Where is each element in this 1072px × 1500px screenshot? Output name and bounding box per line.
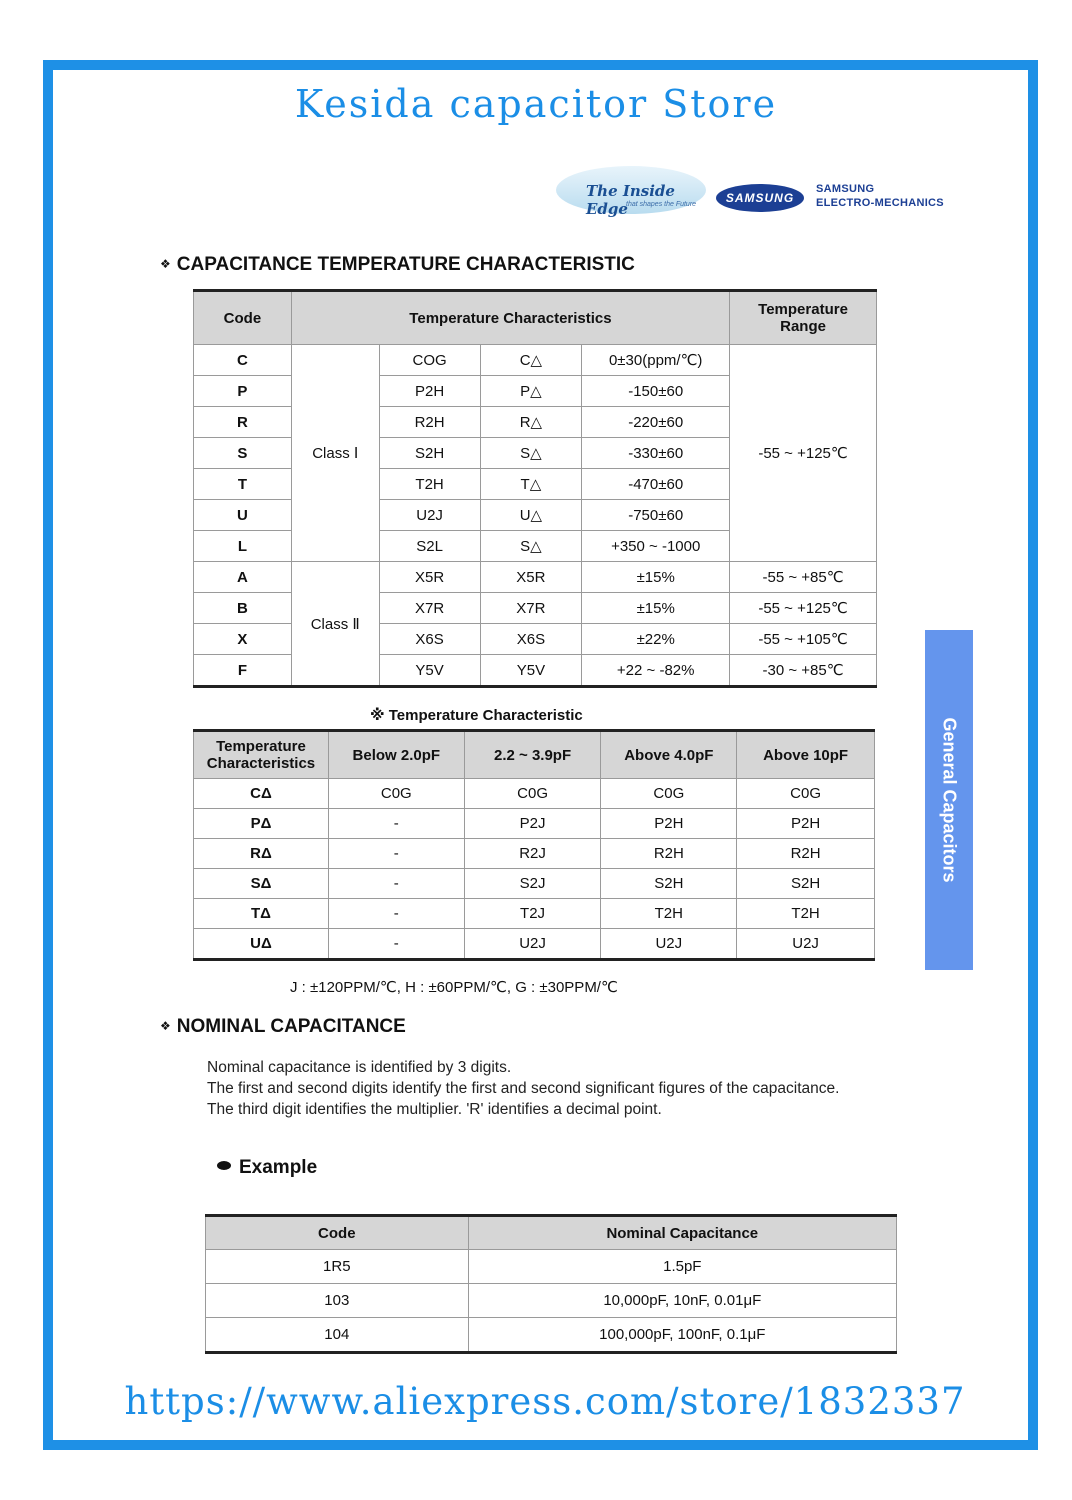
cell-c3: P2H	[601, 809, 737, 839]
table-header-row	[194, 731, 875, 779]
samsung-logo: SAMSUNG	[716, 184, 804, 212]
section-title: NOMINAL CAPACITANCE	[176, 1016, 406, 1037]
side-tab-label: General Capacitors	[939, 717, 960, 883]
example-label: Example	[239, 1157, 318, 1178]
cell-symbol: R△	[480, 407, 582, 438]
cell-symbol: Y5V	[480, 655, 582, 687]
cell-c1: -	[328, 929, 464, 960]
cell-c4: C0G	[737, 779, 875, 809]
cell-value: 10,000pF, 10nF, 0.01μF	[468, 1284, 896, 1318]
cell-name: PΔ	[194, 809, 329, 839]
class2-label: Class Ⅱ	[291, 562, 379, 687]
cell-name: TΔ	[194, 899, 329, 929]
header-above-10pf: Above 10pF	[737, 731, 875, 779]
class1-range: -55 ~ +125℃	[730, 345, 877, 562]
table-row	[194, 869, 875, 899]
cell-name: SΔ	[194, 869, 329, 899]
header-below-2pf: Below 2.0pF	[328, 731, 464, 779]
cell-type: T2H	[379, 469, 480, 500]
cell-c3: T2H	[601, 899, 737, 929]
inside-edge-subtext: that shapes the Future	[626, 201, 697, 208]
cell-name: RΔ	[194, 839, 329, 869]
cell-symbol: S△	[480, 531, 582, 562]
cell-value: 0±30(ppm/℃)	[582, 345, 730, 376]
samsung-electro-mechanics-text	[816, 182, 944, 210]
cell-code: L	[194, 531, 292, 562]
section-heading-temperature	[160, 254, 635, 276]
cell-type: Y5V	[379, 655, 480, 687]
cell-c3: U2J	[601, 929, 737, 960]
samsung-text-line1: SAMSUNG	[816, 183, 875, 195]
cell-symbol: X5R	[480, 562, 582, 593]
table-row	[194, 839, 875, 869]
cell-range: -55 ~ +125℃	[730, 593, 877, 624]
header-char-line2: Characteristics	[206, 755, 316, 772]
table-row	[194, 809, 875, 839]
cell-c4: S2H	[737, 869, 875, 899]
cell-type: S2H	[379, 438, 480, 469]
cell-code: B	[194, 593, 292, 624]
store-title: Kesida capacitor Store	[294, 82, 778, 126]
cell-c1: -	[328, 869, 464, 899]
description-line: The first and second digits identify the first and second significant figures of the capacitance.	[207, 1080, 840, 1097]
inside-edge-logo	[556, 166, 706, 218]
cell-c4: R2H	[737, 839, 875, 869]
cell-c4: T2H	[737, 899, 875, 929]
cell-code: R	[194, 407, 292, 438]
cell-code: C	[194, 345, 292, 376]
cell-code: S	[194, 438, 292, 469]
header-range-line2: Range	[780, 318, 826, 335]
tolerance-footnote: J : ±120PPM/℃, H : ±60PPM/℃, G : ±30PPM/℃	[290, 979, 618, 996]
cell-c3: R2H	[601, 839, 737, 869]
store-url: https://www.aliexpress.com/store/1832337	[124, 1380, 966, 1423]
table-row	[194, 899, 875, 929]
cell-c2: C0G	[464, 779, 601, 809]
cell-value: -220±60	[582, 407, 730, 438]
cell-c2: S2J	[464, 869, 601, 899]
cell-code: P	[194, 376, 292, 407]
cell-symbol: T△	[480, 469, 582, 500]
cell-symbol: C△	[480, 345, 582, 376]
inside-edge-text: The Inside Edge	[586, 182, 675, 218]
cell-code: 104	[206, 1318, 469, 1353]
nominal-description	[207, 1057, 839, 1120]
cell-c2: R2J	[464, 839, 601, 869]
description-line: Nominal capacitance is identified by 3 digits.	[207, 1059, 512, 1076]
table-row	[194, 929, 875, 960]
header-characteristics: Temperature Characteristics	[291, 291, 729, 345]
table-header-row	[206, 1216, 897, 1250]
cell-type: X5R	[379, 562, 480, 593]
temperature-code-table	[193, 729, 875, 961]
general-capacitors-tab	[925, 630, 973, 970]
header-char-line1: Temperature	[216, 738, 306, 755]
cell-value: ±22%	[582, 624, 730, 655]
table-row	[194, 345, 877, 376]
cell-code: 103	[206, 1284, 469, 1318]
cell-c3: C0G	[601, 779, 737, 809]
cell-type: COG	[379, 345, 480, 376]
cell-symbol: X6S	[480, 624, 582, 655]
cell-value: 1.5pF	[468, 1250, 896, 1284]
cell-symbol: X7R	[480, 593, 582, 624]
cell-type: R2H	[379, 407, 480, 438]
table-header-row	[194, 291, 877, 345]
cell-code: X	[194, 624, 292, 655]
cell-type: U2J	[379, 500, 480, 531]
section-bullet-icon: ❖	[160, 1019, 171, 1033]
table-row	[206, 1284, 897, 1318]
cell-type: X7R	[379, 593, 480, 624]
cell-value: -470±60	[582, 469, 730, 500]
class1-label: Class Ⅰ	[291, 345, 379, 562]
cell-symbol: S△	[480, 438, 582, 469]
table-row	[206, 1250, 897, 1284]
temperature-characteristic-table	[193, 289, 877, 688]
cell-c2: U2J	[464, 929, 601, 960]
cell-value: +22 ~ -82%	[582, 655, 730, 687]
cell-value: ±15%	[582, 593, 730, 624]
nominal-capacitance-table	[205, 1214, 897, 1354]
header-code: Code	[194, 291, 292, 345]
temp-table-caption: ※ Temperature Characteristic	[370, 707, 583, 724]
section-title: CAPACITANCE TEMPERATURE CHARACTERISTIC	[176, 254, 635, 275]
cell-symbol: P△	[480, 376, 582, 407]
header-range-line1: Temperature	[758, 301, 848, 318]
cell-code: A	[194, 562, 292, 593]
cell-c2: T2J	[464, 899, 601, 929]
table-row	[194, 779, 875, 809]
cell-type: S2L	[379, 531, 480, 562]
cell-value: -330±60	[582, 438, 730, 469]
header-2-2-3-9pf: 2.2 ~ 3.9pF	[464, 731, 601, 779]
table-row	[206, 1318, 897, 1353]
description-line: The third digit identifies the multiplier. 'R' identifies a decimal point.	[207, 1101, 662, 1118]
cell-type: X6S	[379, 624, 480, 655]
cell-c4: U2J	[737, 929, 875, 960]
cell-range: -30 ~ +85℃	[730, 655, 877, 687]
cell-c4: P2H	[737, 809, 875, 839]
example-heading	[217, 1157, 317, 1179]
cell-value: +350 ~ -1000	[582, 531, 730, 562]
header-characteristics	[194, 731, 329, 779]
cell-value: 100,000pF, 100nF, 0.1μF	[468, 1318, 896, 1353]
cell-value: -750±60	[582, 500, 730, 531]
section-heading-nominal	[160, 1016, 406, 1038]
cell-code: T	[194, 469, 292, 500]
cell-c1: C0G	[328, 779, 464, 809]
table-row	[194, 562, 877, 593]
cell-code: 1R5	[206, 1250, 469, 1284]
cell-c1: -	[328, 839, 464, 869]
cell-code: F	[194, 655, 292, 687]
cell-c3: S2H	[601, 869, 737, 899]
cell-value: ±15%	[582, 562, 730, 593]
cell-type: P2H	[379, 376, 480, 407]
header-range	[730, 291, 877, 345]
cell-value: -150±60	[582, 376, 730, 407]
cell-name: UΔ	[194, 929, 329, 960]
header-code: Code	[206, 1216, 469, 1250]
samsung-text-line2: ELECTRO-MECHANICS	[816, 197, 944, 209]
cell-c1: -	[328, 899, 464, 929]
cell-range: -55 ~ +85℃	[730, 562, 877, 593]
cell-code: U	[194, 500, 292, 531]
cell-name: CΔ	[194, 779, 329, 809]
header-above-4pf: Above 4.0pF	[601, 731, 737, 779]
cell-c2: P2J	[464, 809, 601, 839]
cell-range: -55 ~ +105℃	[730, 624, 877, 655]
cell-c1: -	[328, 809, 464, 839]
cell-symbol: U△	[480, 500, 582, 531]
header-nominal: Nominal Capacitance	[468, 1216, 896, 1250]
section-bullet-icon: ❖	[160, 257, 171, 271]
bullet-dot-icon	[217, 1161, 231, 1170]
